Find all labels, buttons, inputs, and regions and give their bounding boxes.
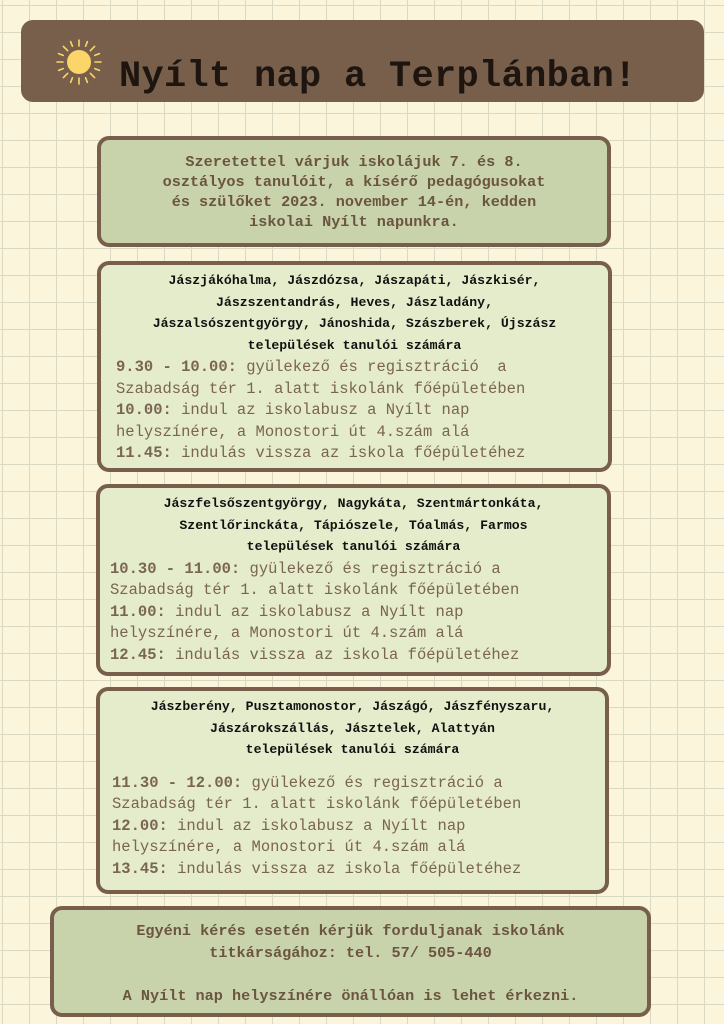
towns-line: települések tanulói számára [245, 742, 460, 757]
schedule-line [116, 422, 608, 444]
towns-list [100, 691, 605, 761]
intro-line: Szeretettel várjuk iskolájuk 7. és 8. [185, 152, 523, 171]
towns-line: Jászárokszállás, Jásztelek, Alattyán [210, 720, 495, 736]
schedule-text: indul az iskolabusz a Nyílt nap [165, 602, 464, 621]
sun-icon [55, 38, 103, 86]
schedule-line [112, 837, 605, 859]
schedule-list [100, 773, 605, 881]
schedule-text: gyülekező és regisztráció a [242, 773, 503, 792]
schedule-text: gyülekező és regisztráció a [240, 559, 501, 578]
contact-line: titkárságához: tel. 57/ 505-440 [209, 943, 492, 962]
schedule-text: Szabadság tér 1. alatt iskolánk főépületében [110, 581, 520, 599]
towns-list [101, 265, 608, 356]
towns-line: Jászjákóhalma, Jászdózsa, Jászapáti, Jászkisér, [168, 273, 541, 288]
schedule-line [112, 859, 605, 881]
contact-line: Egyéni kérés esetén kérjük forduljanak iskolánk [136, 922, 565, 940]
towns-line: Jászalsószentgyörgy, Jánoshida, Szászberek, Újszász [152, 316, 557, 331]
schedule-time: 10.00: [116, 401, 172, 419]
schedule-text: Szabadság tér 1. alatt iskolánk főépületében [116, 379, 526, 398]
intro-line: és szülőket 2023. november 14-én, kedden [171, 192, 537, 211]
schedule-text: helyszínére, a Monostori út 4.szám alá [112, 838, 466, 856]
schedule-box-group-2 [96, 484, 611, 676]
schedule-line [110, 623, 607, 645]
schedule-text: indulás vissza az iskola főépületéhez [171, 444, 526, 462]
schedule-time: 12.00: [112, 816, 168, 835]
schedule-line [116, 400, 608, 422]
schedule-line [116, 357, 608, 379]
schedule-text: indulás vissza az iskola főépületéhez [167, 859, 522, 878]
schedule-time: 10.30 - 11.00: [110, 559, 241, 578]
schedule-time: 11.00: [110, 602, 166, 621]
towns-line: Jászberény, Pusztamonostor, Jászágó, Jászfényszaru, [150, 699, 555, 714]
schedule-line [112, 773, 605, 795]
schedule-time: 13.45: [112, 859, 168, 878]
schedule-text: indul az iskolabusz a Nyílt nap [167, 816, 466, 835]
contact-text [54, 910, 647, 1007]
schedule-text: indul az iskolabusz a Nyílt nap [171, 401, 470, 419]
schedule-line [112, 794, 605, 816]
towns-list [100, 488, 607, 558]
schedule-text: Szabadság tér 1. alatt iskolánk főépületében [112, 795, 522, 813]
schedule-box-group-3 [96, 687, 609, 894]
intro-text [149, 152, 560, 232]
arrival-note: A Nyílt nap helyszínére önállóan is lehet érkezni. [122, 986, 579, 1005]
intro-box [97, 136, 611, 247]
schedule-box-group-1 [97, 261, 612, 472]
header-bar [21, 20, 704, 102]
schedule-list [101, 357, 608, 465]
schedule-text: gyülekező és regisztráció a [236, 358, 507, 376]
towns-line: települések tanulói számára [247, 337, 462, 353]
schedule-text: indulás vissza az iskola főépületéhez [165, 645, 520, 664]
towns-line: Szentlőrinckáta, Tápiószele, Tóalmás, Farmos [179, 517, 528, 533]
schedule-line [110, 580, 607, 602]
intro-line: osztályos tanulóit, a kísérő pedagógusokat [162, 172, 546, 191]
schedule-line [110, 559, 607, 581]
schedule-line [112, 816, 605, 838]
schedule-time: 11.30 - 12.00: [112, 773, 243, 792]
schedule-time: 9.30 - 10.00: [116, 358, 237, 376]
intro-line: iskolai Nyílt napunkra. [249, 212, 459, 231]
schedule-list [100, 559, 607, 667]
schedule-line [116, 379, 608, 401]
schedule-text: helyszínére, a Monostori út 4.szám alá [110, 624, 464, 642]
towns-line: Jászszentandrás, Heves, Jászladány, [216, 294, 493, 310]
page-title: Nyílt nap a Terplánban! [119, 56, 637, 98]
schedule-text: helyszínére, a Monostori út 4.szám alá [116, 422, 470, 441]
schedule-time: 12.45: [110, 645, 166, 664]
schedule-line [116, 443, 608, 465]
schedule-time: 11.45: [116, 444, 172, 462]
schedule-line [110, 645, 607, 667]
towns-line: települések tanulói számára [246, 539, 461, 554]
schedule-line [110, 602, 607, 624]
contact-box [50, 906, 651, 1017]
towns-line: Jászfelsőszentgyörgy, Nagykáta, Szentmártonkáta, [163, 496, 544, 511]
